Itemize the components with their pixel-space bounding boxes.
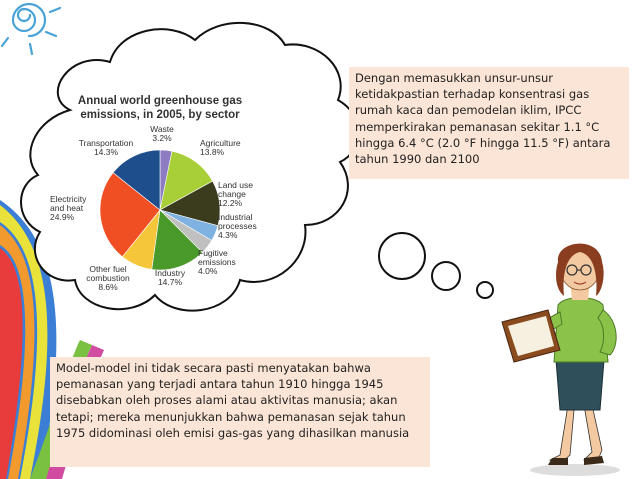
ipcc-projection-callout (349, 67, 629, 179)
sun-doodle (2, 4, 60, 54)
pie-label-industrial-processes: Industrial processes 4.3% (218, 212, 257, 240)
model-attribution-text: Model-model ini tidak secara pasti menyatakan bahwa pemanasan yang terjadi antara tahun 1910 hingga 1945 disebabkan oleh proses alami atau aktivitas manusia; akan tetapi; mereka menunjukkan bahwa pemanasan sejak tahun 1975 didominasi oleh emisi gas-gas yang dihasilkan manusia (56, 361, 410, 440)
pie-label-electricity-and-heat: Electricity and heat 24.9% (50, 194, 87, 222)
emissions-pie-chart (50, 88, 290, 298)
model-attribution-callout (50, 357, 430, 467)
chart-title-line-1: Annual world greenhouse gas (77, 95, 243, 107)
teacher-figure (502, 244, 620, 476)
pie-label-other-fuel-combustion: Other fuel combustion 8.6% (86, 264, 130, 292)
pie-label-waste: Waste 3.2% (150, 124, 174, 143)
thought-bubbles (379, 233, 493, 298)
ipcc-projection-text: Dengan memasukkan unsur-unsur ketidakpastian terhadap konsentrasi gas rumah kaca dan pemodelan iklim, IPCC memperkirakan pemanasan sekitar 1.1 °C hingga 6.4 °C (2.0 °F hingga 11.5 °F) antara tahun 1990 dan 2100 (355, 71, 611, 167)
pie-label-land-use-change: Land use change 12.2% (218, 180, 253, 208)
chart-title-line-2: emissions, in 2005, by sector (80, 109, 240, 121)
pie-label-agriculture: Agriculture 13.8% (200, 138, 241, 157)
pie-label-fugitive-emissions: Fugitive emissions 4.0% (198, 248, 236, 276)
pie-label-transportation: Transportation 14.3% (78, 138, 134, 157)
pie-label-industry: Industry 14.7% (154, 268, 186, 287)
